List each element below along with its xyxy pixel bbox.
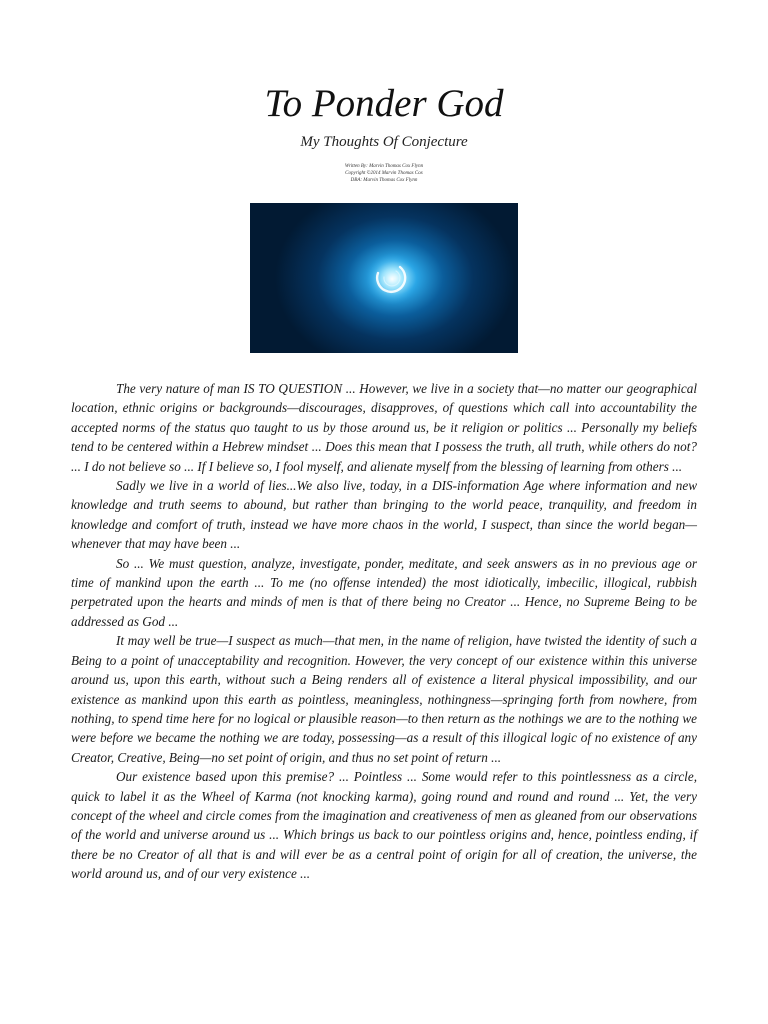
paragraph-3: So ... We must question, analyze, investigate, ponder, meditate, and seek answers as in no previous age or time of mankind upon the earth ... To me (no offense intended) the most idiotically, imbecilic, illogical, rubbish perpetrated upon the hearts and minds of men is that of there being no Creator ... Hence, no Supreme Being to be addressed as God ... [71, 555, 697, 629]
page-subtitle: My Thoughts Of Conjecture [300, 134, 468, 150]
paragraph-5: Our existence based upon this premise? ... Pointless ... Some would refer to this pointlessness as a circle, quick to label it as the Wheel of Karma (not knocking karma), going round and round and round ... Yet, the very concept of the wheel and circle comes from the imagination and creativeness of men as gleaned from our observations of the world and universe around us ... Which brings us back to our pointless origins and, hence, pointless ending, if there be no Creator of all that is and will ever be as a central point of origin for all of creation, the universe, the world around us, and of our very existence ... [71, 769, 697, 882]
hero-image-blue-light [250, 203, 518, 353]
glow-core [366, 253, 418, 305]
light-swirl-graphic [250, 203, 518, 353]
paragraph-1: The very nature of man IS TO QUESTION ... However, we live in a society that—no matter our geographical location, ethnic origins or backgrounds—discourages, disapproves, of questions which call into accountability the accepted norms of the status quo taught to us by those around us, be it religion or politics ... Personally my beliefs tend to be centered within a Hebrew mindset ... Does this mean that I possess the truth, all truth, while others do not? ... I do not believe so ... If I believe so, I fool myself, and alienate myself from the blessing of learning from others ... [71, 381, 697, 474]
credit-line-dba: DBA: Marvin Thomas Cox Flynn [350, 178, 418, 183]
paragraph-4: It may well be true—I suspect as much—that men, in the name of religion, have twisted the identity of such a Being to a point of unacceptability and recognition. However, the very concept of our existence within this universe around us, upon this earth, without such a Being renders all of existence a literal physical impossibility, and our existence as mankind upon this earth as pointless, meaningless, nothingness—springing forth from nowhere, from nothing, to spend time here for no logical or plausible reason—to then return as the nothings we are to the nothing we were before we became the nothing we are today, possessing—as a result of this illogical logic of no existence of any Creator, Creative, Being—no set point of origin, and thus no set point of return ... [71, 633, 697, 765]
page-title: To Ponder God [264, 82, 504, 125]
credit-line-author: Written By: Marvin Thomas Cox Flynn [344, 164, 424, 169]
body-text [71, 379, 697, 884]
credits-block [0, 163, 768, 184]
credit-line-copyright: Copyright ©2014 Marvin Thomas Cox [345, 171, 423, 176]
paragraph-2: Sadly we live in a world of lies...We also live, today, in a DIS-information Age where information and new knowledge and truth seems to abound, but rather than bringing to the world peace, tranquility, and freedom in knowledge and comfort of truth, instead we have more chaos in the world, I suspect, than since the world began—whenever that may have been ... [71, 478, 697, 552]
